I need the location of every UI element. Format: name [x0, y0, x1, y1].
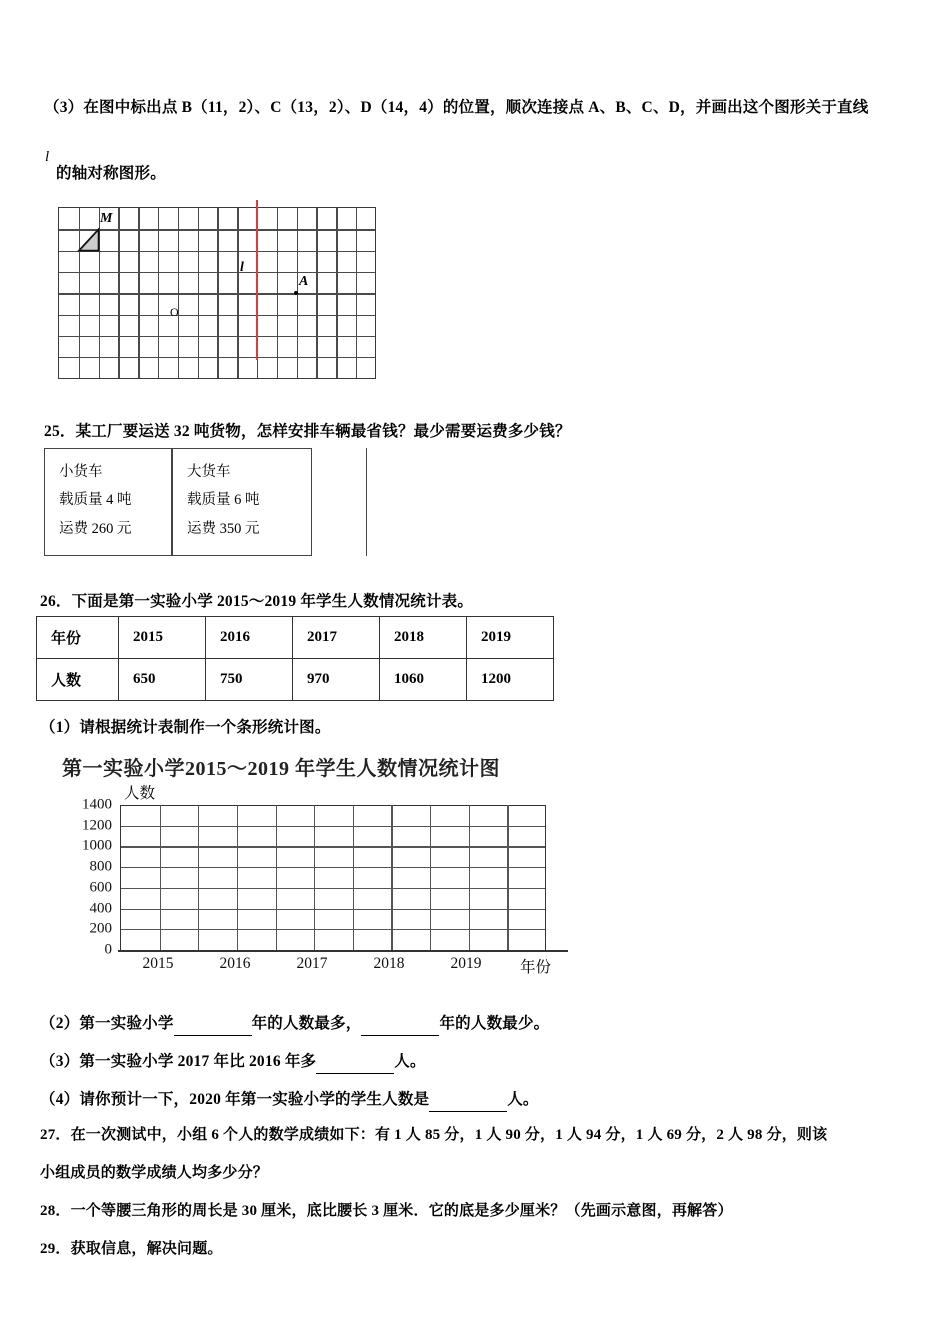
- x-tick-2016: 2016: [219, 955, 251, 972]
- large-truck-capacity: 载质量 6 吨: [187, 492, 260, 509]
- truck-cell-large: [172, 448, 312, 556]
- year-2019: 2019: [467, 617, 554, 659]
- count-2018: 1060: [380, 659, 467, 701]
- chart-grid: [121, 805, 546, 950]
- q26-sub2: [40, 1012, 549, 1036]
- y-tick-600: 600: [89, 879, 112, 896]
- q26-sub1: （1）请根据统计表制作一个条形统计图。: [40, 719, 331, 736]
- q26-sub3-a: （3）第一实验小学 2017 年比 2016 年多: [40, 1053, 317, 1070]
- q23-line1: （3）在图中标出点 B（11，2）、C（13，2）、D（14，4）的位置，顺次连接点 A、B、C、D，并画出这个图形关于直线: [44, 99, 869, 116]
- count-2015: 650: [119, 659, 206, 701]
- answer-blank-most[interactable]: [174, 1012, 252, 1036]
- bar-chart: [60, 785, 580, 1005]
- x-tick-2015: 2015: [142, 955, 174, 972]
- year-2017: 2017: [293, 617, 380, 659]
- y-tick-1400: 1400: [82, 796, 112, 813]
- year-2018: 2018: [380, 617, 467, 659]
- x-tick-2018: 2018: [373, 955, 405, 972]
- q27-line1: 27．在一次测试中，小组 6 个人的数学成绩如下：有 1 人 85 分，1 人 90 分，1 人 94 分，1 人 69 分，2 人 98 分，则该: [40, 1127, 828, 1143]
- chart-x-axis: [118, 950, 568, 952]
- q27-line2: 小组成员的数学成绩人均多少分？: [40, 1165, 269, 1181]
- y-tick-1200: 1200: [82, 817, 112, 834]
- q26-sub2-c: 年的人数最少。: [439, 1015, 550, 1032]
- answer-blank-diff[interactable]: [316, 1050, 394, 1074]
- q26-text: 26．下面是第一实验小学 2015～2019 年学生人数情况统计表。: [40, 593, 474, 610]
- count-2019: 1200: [467, 659, 554, 701]
- q25-text: 25．某工厂要运送 32 吨货物，怎样安排车辆最省钱？最少需要运费多少钱？: [44, 423, 571, 440]
- chart-x-axis-label: 年份: [520, 959, 552, 976]
- axis-letter-l: l: [45, 149, 50, 165]
- answer-blank-predict[interactable]: [429, 1088, 507, 1112]
- small-truck-title: 小货车: [59, 464, 103, 480]
- answer-blank-least[interactable]: [361, 1012, 439, 1036]
- small-truck-fee: 运费 260 元: [59, 520, 132, 537]
- large-truck-fee: 运费 350 元: [187, 520, 260, 537]
- y-tick-400: 400: [89, 900, 112, 916]
- label-a: A: [299, 274, 309, 289]
- q29-text: 29．获取信息，解决问题。: [40, 1241, 223, 1257]
- year-2016: 2016: [206, 617, 293, 659]
- q26-sub2-b: 年的人数最多，: [251, 1015, 362, 1032]
- q26-sub4-a: （4）请你预计一下，2020 年第一实验小学的学生人数是: [40, 1091, 430, 1108]
- row-header-count: 人数: [37, 659, 119, 701]
- y-tick-200: 200: [89, 920, 112, 937]
- q23-axis-letter: [45, 145, 49, 169]
- coordinate-grid-figure: [58, 207, 376, 379]
- point-a-dot: [294, 291, 298, 295]
- y-tick-0: 0: [104, 941, 112, 958]
- y-tick-800: 800: [89, 858, 112, 875]
- chart-plot-area: [120, 805, 545, 950]
- label-l: l: [240, 260, 244, 275]
- label-origin: O: [170, 305, 179, 319]
- row-header-year: 年份: [37, 617, 119, 659]
- x-tick-2017: 2017: [296, 955, 328, 972]
- label-m: M: [100, 211, 113, 226]
- q26-sub3: [40, 1050, 426, 1074]
- y-tick-1000: 1000: [82, 837, 112, 854]
- q28-text: 28．一个等腰三角形的周长是 30 厘米，底比腰长 3 厘米．它的底是多少厘米？（先画示意图，再解答）: [40, 1203, 733, 1219]
- mirror-line-l: [256, 200, 258, 360]
- large-truck-title: 大货车: [187, 464, 231, 480]
- count-2017: 970: [293, 659, 380, 701]
- truck-info-table: [44, 448, 367, 556]
- truck-cell-small: [44, 448, 172, 556]
- truck-cell-empty: [312, 448, 367, 556]
- student-count-table: [36, 616, 554, 701]
- q26-sub4-b: 人。: [507, 1091, 539, 1108]
- x-tick-2019: 2019: [450, 955, 482, 972]
- q23-line2: 的轴对称图形。: [56, 165, 166, 182]
- chart-y-axis-label: 人数: [124, 785, 156, 802]
- chart-title: 第一实验小学2015～2019 年学生人数情况统计图: [62, 758, 500, 780]
- table-row-years: [37, 617, 554, 659]
- year-2015: 2015: [119, 617, 206, 659]
- q26-sub2-a: （2）第一实验小学: [40, 1015, 174, 1032]
- q26-sub4: [40, 1088, 539, 1112]
- small-truck-capacity: 载质量 4 吨: [59, 492, 132, 509]
- count-2016: 750: [206, 659, 293, 701]
- q26-sub3-b: 人。: [394, 1053, 426, 1070]
- table-row-counts: [37, 659, 554, 701]
- chart-y-ticks: [60, 796, 116, 975]
